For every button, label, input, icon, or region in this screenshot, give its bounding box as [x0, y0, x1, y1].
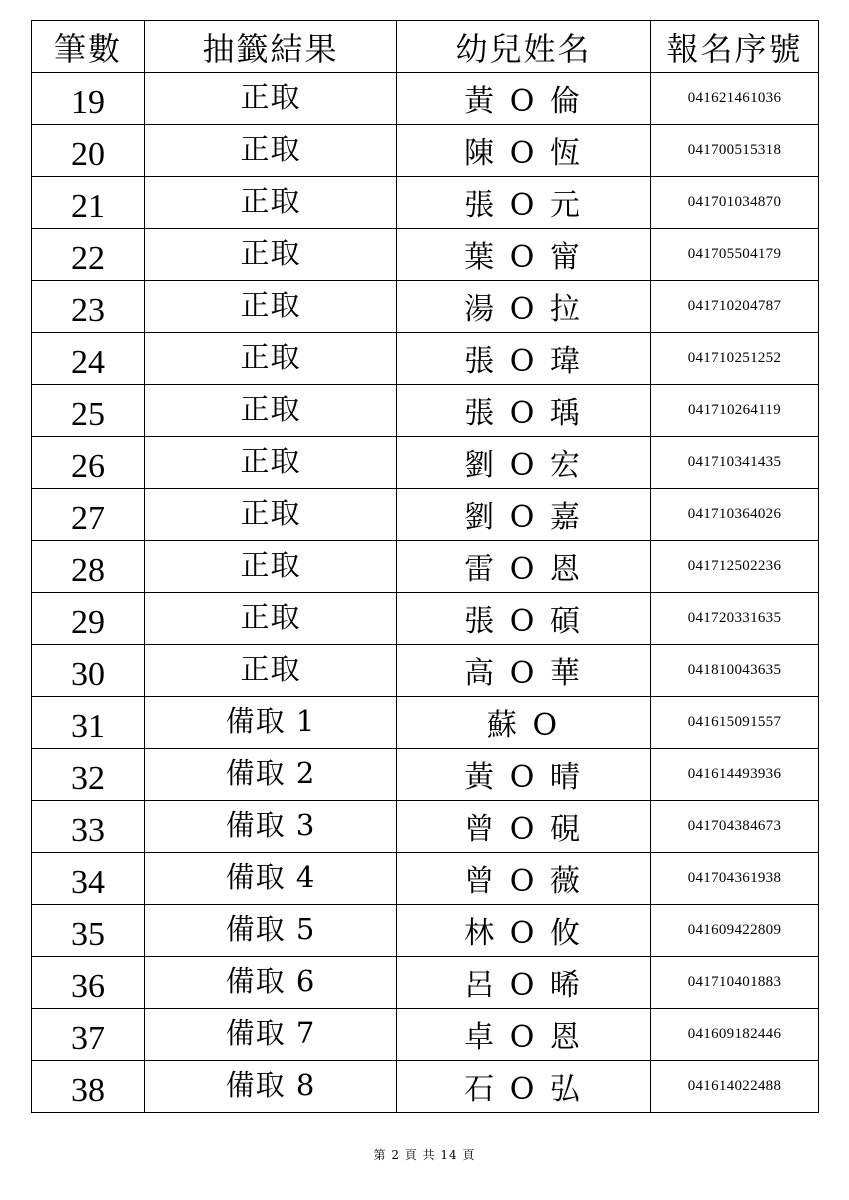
row-count-cell: 32 [32, 749, 145, 801]
row-registration-number-cell: 041710364026 [651, 489, 819, 541]
row-count-cell: 29 [32, 593, 145, 645]
row-lottery-result-cell: 正取 [145, 645, 397, 697]
row-count-cell: 26 [32, 437, 145, 489]
row-lottery-result-cell: 正取 [145, 125, 397, 177]
row-registration-number-cell: 041704384673 [651, 801, 819, 853]
table-row [32, 385, 819, 437]
row-registration-number-cell: 041614493936 [651, 749, 819, 801]
row-lottery-result-cell: 備取 5 [145, 905, 397, 957]
column-header-child-name: 幼兒姓名 [397, 21, 651, 73]
row-registration-number-cell: 041710341435 [651, 437, 819, 489]
table-row [32, 73, 819, 125]
row-count-cell: 23 [32, 281, 145, 333]
row-registration-number-cell: 041710264119 [651, 385, 819, 437]
row-lottery-result-cell: 正取 [145, 489, 397, 541]
row-lottery-result-cell: 正取 [145, 177, 397, 229]
row-child-name-cell: 蘇 O [397, 697, 651, 749]
row-count-cell: 27 [32, 489, 145, 541]
table-row [32, 1061, 819, 1113]
row-count-cell: 22 [32, 229, 145, 281]
row-child-name-cell: 劉 O 嘉 [397, 489, 651, 541]
row-registration-number-cell: 041609422809 [651, 905, 819, 957]
table-header-row [32, 21, 819, 73]
row-count-cell: 31 [32, 697, 145, 749]
table-row [32, 333, 819, 385]
row-count-cell: 33 [32, 801, 145, 853]
row-lottery-result-cell: 備取 4 [145, 853, 397, 905]
row-count-cell: 34 [32, 853, 145, 905]
row-lottery-result-cell: 正取 [145, 229, 397, 281]
lottery-results-table [31, 20, 819, 1113]
column-header-lottery-result: 抽籤結果 [145, 21, 397, 73]
row-child-name-cell: 石 O 弘 [397, 1061, 651, 1113]
row-lottery-result-cell: 備取 8 [145, 1061, 397, 1113]
row-registration-number-cell: 041615091557 [651, 697, 819, 749]
table-row [32, 749, 819, 801]
row-registration-number-cell: 041710204787 [651, 281, 819, 333]
row-child-name-cell: 曾 O 薇 [397, 853, 651, 905]
row-registration-number-cell: 041621461036 [651, 73, 819, 125]
row-child-name-cell: 張 O 元 [397, 177, 651, 229]
row-registration-number-cell: 041810043635 [651, 645, 819, 697]
row-registration-number-cell: 041712502236 [651, 541, 819, 593]
row-lottery-result-cell: 正取 [145, 593, 397, 645]
row-lottery-result-cell: 備取 3 [145, 801, 397, 853]
row-child-name-cell: 劉 O 宏 [397, 437, 651, 489]
row-child-name-cell: 雷 O 恩 [397, 541, 651, 593]
row-count-cell: 30 [32, 645, 145, 697]
row-registration-number-cell: 041614022488 [651, 1061, 819, 1113]
row-registration-number-cell: 041705504179 [651, 229, 819, 281]
table-row [32, 645, 819, 697]
row-child-name-cell: 黃 O 晴 [397, 749, 651, 801]
row-registration-number-cell: 041704361938 [651, 853, 819, 905]
column-header-count: 筆數 [32, 21, 145, 73]
table-row [32, 281, 819, 333]
table-row [32, 541, 819, 593]
row-count-cell: 28 [32, 541, 145, 593]
row-count-cell: 21 [32, 177, 145, 229]
column-header-registration-number: 報名序號 [651, 21, 819, 73]
row-lottery-result-cell: 備取 6 [145, 957, 397, 1009]
row-child-name-cell: 張 O 碩 [397, 593, 651, 645]
table-row [32, 1009, 819, 1061]
row-lottery-result-cell: 正取 [145, 541, 397, 593]
table-row [32, 229, 819, 281]
row-count-cell: 36 [32, 957, 145, 1009]
row-lottery-result-cell: 備取 2 [145, 749, 397, 801]
table-row [32, 905, 819, 957]
row-child-name-cell: 葉 O 甯 [397, 229, 651, 281]
row-child-name-cell: 黃 O 倫 [397, 73, 651, 125]
row-lottery-result-cell: 正取 [145, 385, 397, 437]
table-row [32, 593, 819, 645]
row-lottery-result-cell: 正取 [145, 333, 397, 385]
page-footer: 第 2 頁 共 14 頁 [373, 1148, 476, 1162]
row-child-name-cell: 曾 O 硯 [397, 801, 651, 853]
row-count-cell: 25 [32, 385, 145, 437]
row-count-cell: 24 [32, 333, 145, 385]
row-lottery-result-cell: 備取 7 [145, 1009, 397, 1061]
row-child-name-cell: 呂 O 晞 [397, 957, 651, 1009]
row-lottery-result-cell: 備取 1 [145, 697, 397, 749]
row-lottery-result-cell: 正取 [145, 437, 397, 489]
table-row [32, 801, 819, 853]
table-row [32, 437, 819, 489]
row-child-name-cell: 張 O 瑀 [397, 385, 651, 437]
row-count-cell: 37 [32, 1009, 145, 1061]
row-count-cell: 20 [32, 125, 145, 177]
row-registration-number-cell: 041710251252 [651, 333, 819, 385]
table-row [32, 125, 819, 177]
row-child-name-cell: 陳 O 恆 [397, 125, 651, 177]
table-row [32, 177, 819, 229]
row-count-cell: 38 [32, 1061, 145, 1113]
row-registration-number-cell: 041701034870 [651, 177, 819, 229]
row-child-name-cell: 高 O 華 [397, 645, 651, 697]
table-body [32, 73, 819, 1113]
row-lottery-result-cell: 正取 [145, 73, 397, 125]
table-row [32, 957, 819, 1009]
row-registration-number-cell: 041609182446 [651, 1009, 819, 1061]
row-count-cell: 35 [32, 905, 145, 957]
row-child-name-cell: 張 O 瑋 [397, 333, 651, 385]
table-row [32, 697, 819, 749]
row-child-name-cell: 湯 O 拉 [397, 281, 651, 333]
row-count-cell: 19 [32, 73, 145, 125]
row-child-name-cell: 林 O 攸 [397, 905, 651, 957]
row-registration-number-cell: 041700515318 [651, 125, 819, 177]
table-row [32, 489, 819, 541]
row-registration-number-cell: 041710401883 [651, 957, 819, 1009]
row-child-name-cell: 卓 O 恩 [397, 1009, 651, 1061]
row-lottery-result-cell: 正取 [145, 281, 397, 333]
row-registration-number-cell: 041720331635 [651, 593, 819, 645]
table-row [32, 853, 819, 905]
